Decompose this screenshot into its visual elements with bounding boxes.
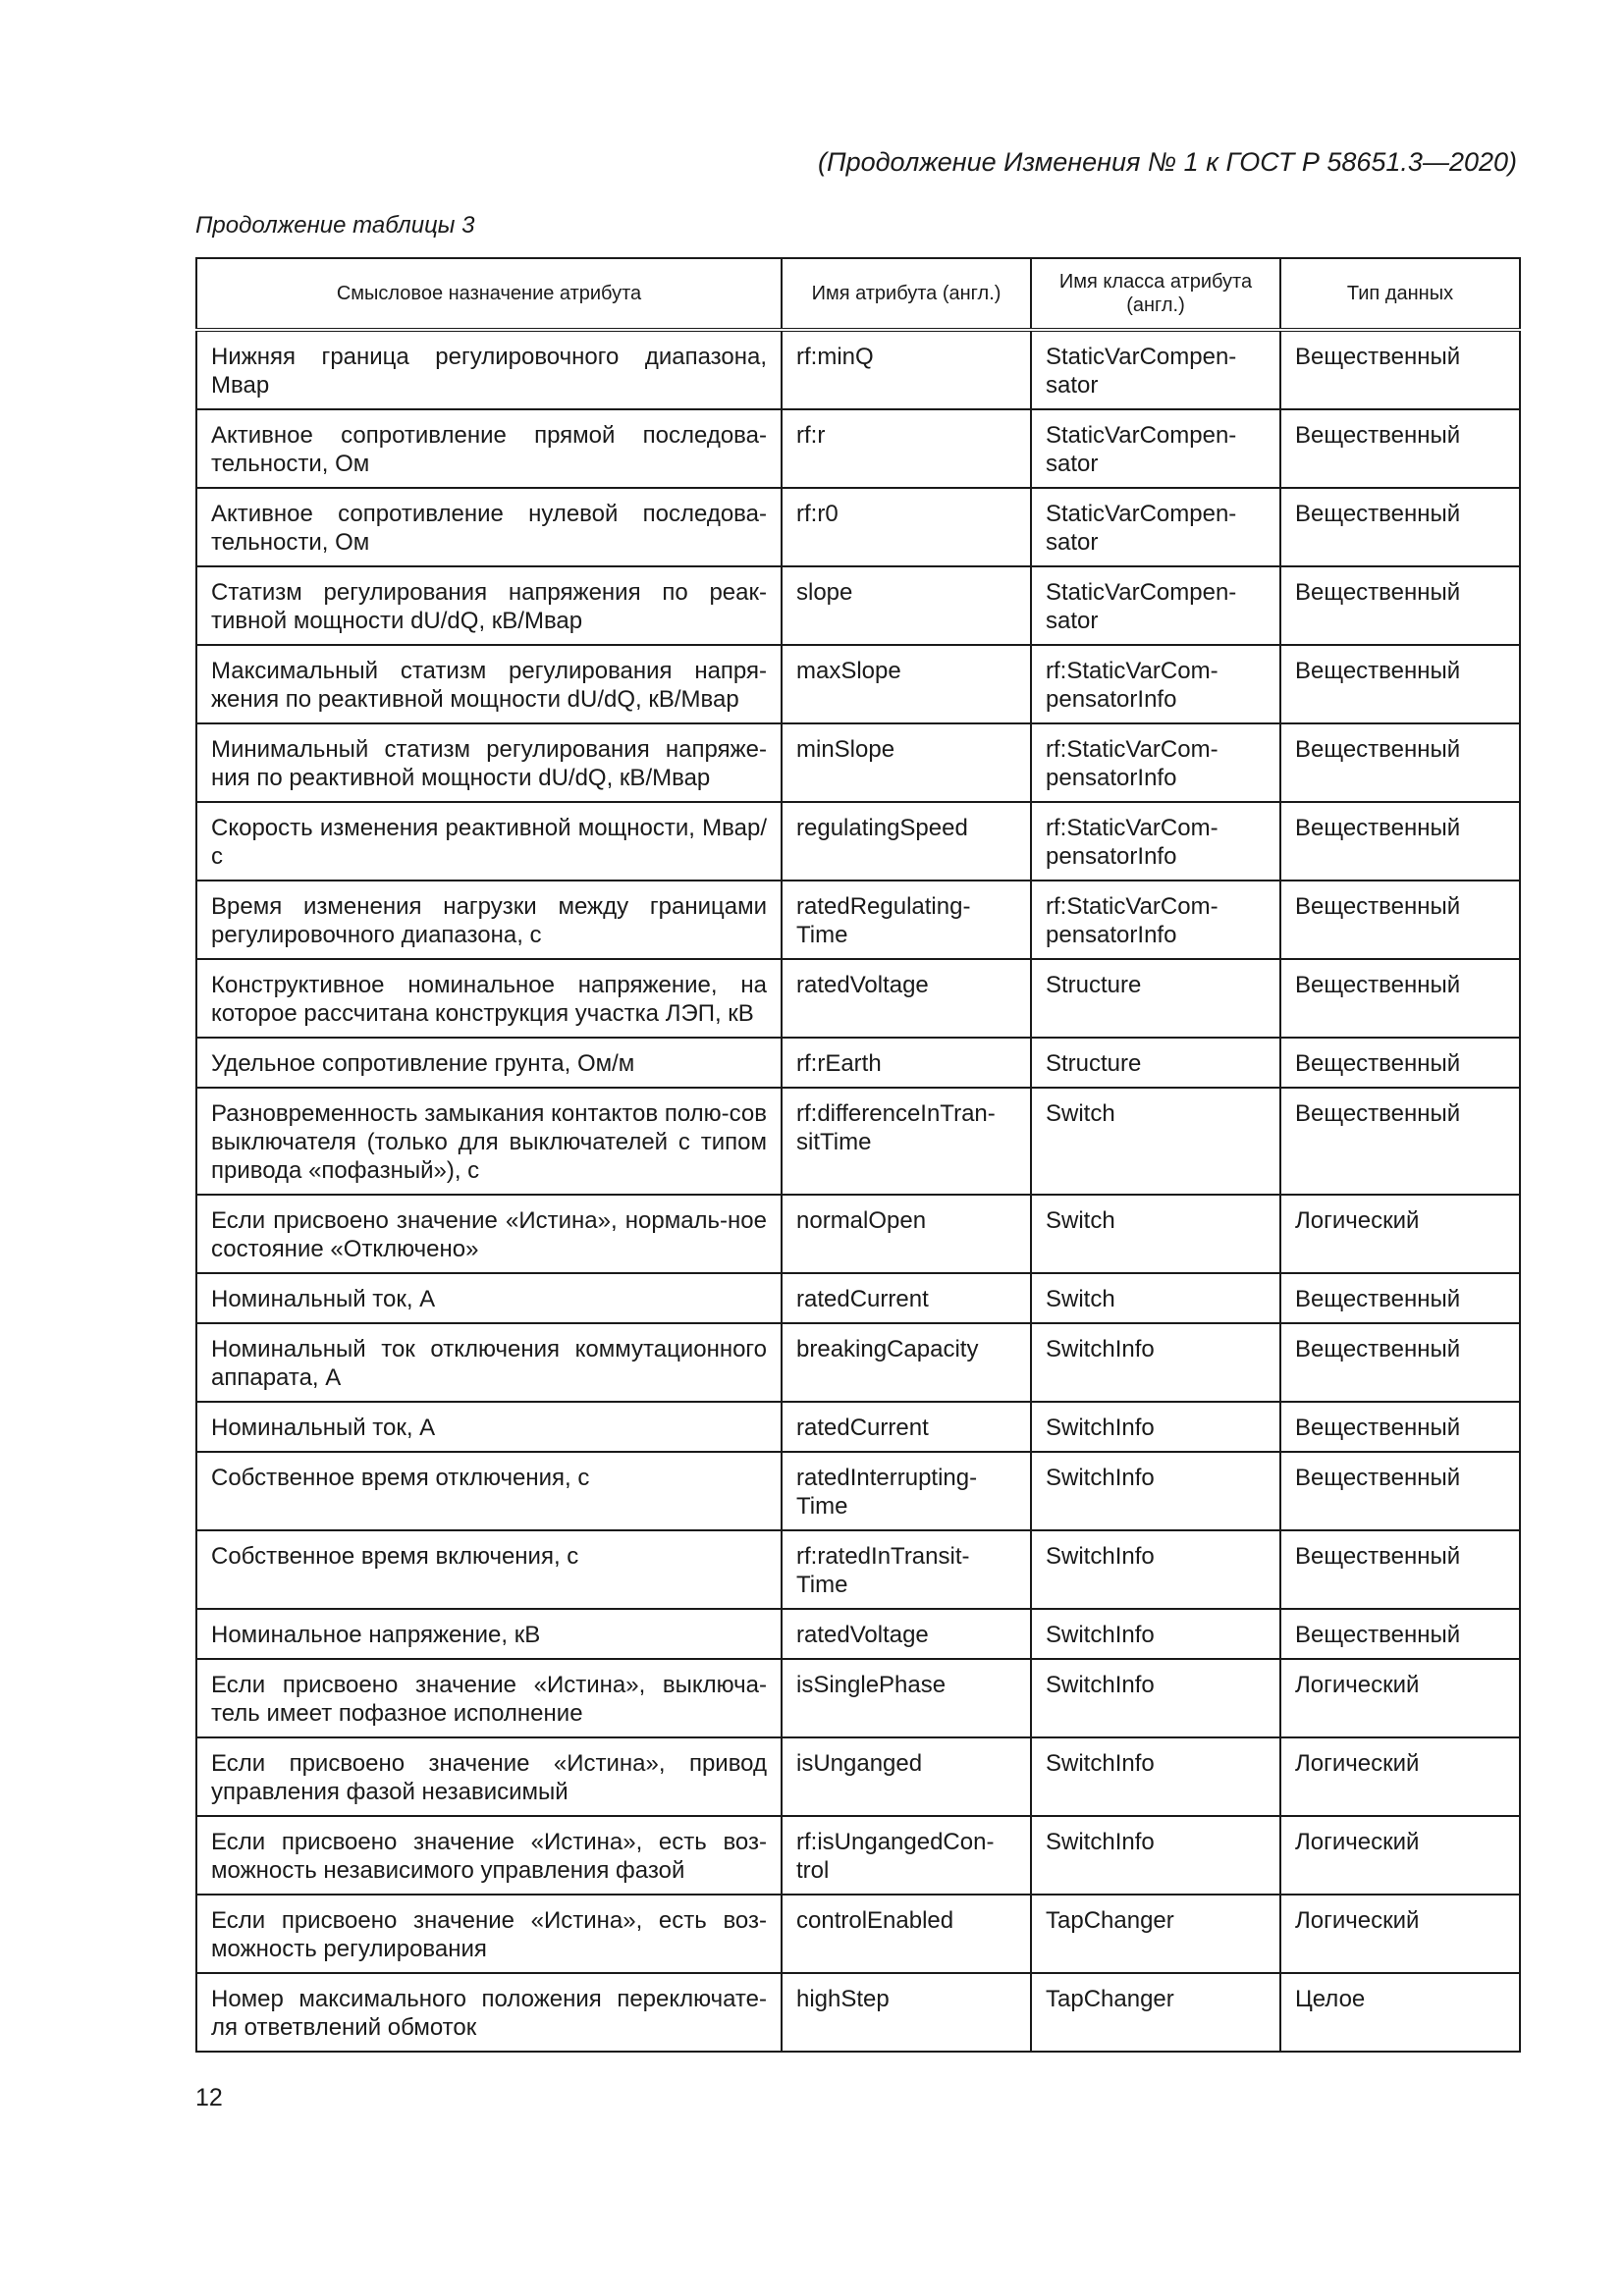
cell-data-type: Вещественный xyxy=(1280,566,1520,645)
cell-data-type: Вещественный xyxy=(1280,959,1520,1038)
cell-meaning: Собственное время включения, с xyxy=(196,1530,782,1609)
cell-meaning: Если присвоено значение «Истина», выключа-тель имеет пофазное исполнение xyxy=(196,1659,782,1737)
cell-class-name: SwitchInfo xyxy=(1031,1659,1280,1737)
cell-attribute-name: slope xyxy=(782,566,1031,645)
table-row xyxy=(196,1195,1520,1273)
table-row xyxy=(196,645,1520,723)
cell-data-type: Вещественный xyxy=(1280,723,1520,802)
column-header-meaning: Смысловое назначение атрибута xyxy=(196,258,782,330)
table-row xyxy=(196,1609,1520,1659)
cell-attribute-name: normalOpen xyxy=(782,1195,1031,1273)
cell-data-type: Вещественный xyxy=(1280,330,1520,409)
cell-data-type: Вещественный xyxy=(1280,802,1520,881)
cell-class-name: Structure xyxy=(1031,959,1280,1038)
document-reference: (Продолжение Изменения № 1 к ГОСТ Р 58651.3—2020) xyxy=(818,147,1517,177)
table-row xyxy=(196,1088,1520,1195)
cell-meaning: Если присвоено значение «Истина», есть воз-можность независимого управления фазой xyxy=(196,1816,782,1895)
cell-class-name: SwitchInfo xyxy=(1031,1609,1280,1659)
table-row xyxy=(196,1816,1520,1895)
cell-attribute-name: rf:r xyxy=(782,409,1031,488)
cell-class-name: TapChanger xyxy=(1031,1973,1280,2052)
cell-attribute-name: ratedVoltage xyxy=(782,959,1031,1038)
cell-data-type: Вещественный xyxy=(1280,488,1520,566)
table-row xyxy=(196,723,1520,802)
table-row xyxy=(196,566,1520,645)
cell-class-name: Switch xyxy=(1031,1088,1280,1195)
table-row xyxy=(196,1659,1520,1737)
cell-attribute-name: rf:differenceInTran-sitTime xyxy=(782,1088,1031,1195)
table-row xyxy=(196,488,1520,566)
table-row xyxy=(196,1895,1520,1973)
cell-attribute-name: rf:ratedInTransit-Time xyxy=(782,1530,1031,1609)
cell-meaning: Скорость изменения реактивной мощности, Мвар/с xyxy=(196,802,782,881)
cell-data-type: Вещественный xyxy=(1280,409,1520,488)
cell-data-type: Логический xyxy=(1280,1737,1520,1816)
cell-meaning: Максимальный статизм регулирования напря-жения по реактивной мощности dU/dQ, кВ/Мвар xyxy=(196,645,782,723)
cell-data-type: Вещественный xyxy=(1280,1038,1520,1088)
cell-attribute-name: ratedCurrent xyxy=(782,1402,1031,1452)
cell-attribute-name: highStep xyxy=(782,1973,1031,2052)
table-row xyxy=(196,1323,1520,1402)
cell-attribute-name: ratedCurrent xyxy=(782,1273,1031,1323)
cell-class-name: StaticVarCompen-sator xyxy=(1031,409,1280,488)
table-row xyxy=(196,409,1520,488)
cell-class-name: SwitchInfo xyxy=(1031,1737,1280,1816)
cell-data-type: Вещественный xyxy=(1280,1609,1520,1659)
table-caption: Продолжение таблицы 3 xyxy=(195,212,475,239)
cell-class-name: rf:StaticVarCom-pensatorInfo xyxy=(1031,645,1280,723)
cell-meaning: Конструктивное номинальное напряжение, на которое рассчитана конструкция участка ЛЭП, кВ xyxy=(196,959,782,1038)
table-row xyxy=(196,881,1520,959)
cell-attribute-name: ratedInterrupting-Time xyxy=(782,1452,1031,1530)
cell-meaning: Номинальный ток, А xyxy=(196,1273,782,1323)
cell-data-type: Вещественный xyxy=(1280,1323,1520,1402)
cell-meaning: Номинальный ток, А xyxy=(196,1402,782,1452)
cell-data-type: Логический xyxy=(1280,1195,1520,1273)
cell-data-type: Логический xyxy=(1280,1895,1520,1973)
cell-meaning: Нижняя граница регулировочного диапазона, Мвар xyxy=(196,330,782,409)
cell-class-name: SwitchInfo xyxy=(1031,1402,1280,1452)
cell-data-type: Вещественный xyxy=(1280,1452,1520,1530)
cell-meaning: Минимальный статизм регулирования напряже-ния по реактивной мощности dU/dQ, кВ/Мвар xyxy=(196,723,782,802)
cell-class-name: Switch xyxy=(1031,1195,1280,1273)
cell-class-name: TapChanger xyxy=(1031,1895,1280,1973)
cell-class-name: rf:StaticVarCom-pensatorInfo xyxy=(1031,802,1280,881)
table-row xyxy=(196,1273,1520,1323)
cell-meaning: Если присвоено значение «Истина», привод управления фазой независимый xyxy=(196,1737,782,1816)
cell-class-name: SwitchInfo xyxy=(1031,1323,1280,1402)
cell-data-type: Вещественный xyxy=(1280,1402,1520,1452)
table-row xyxy=(196,1973,1520,2052)
cell-meaning: Разновременность замыкания контактов полю-сов выключателя (только для выключателей с типом привода «пофазный»), с xyxy=(196,1088,782,1195)
cell-attribute-name: rf:isUngangedCon-trol xyxy=(782,1816,1031,1895)
table-row xyxy=(196,1452,1520,1530)
table-row xyxy=(196,959,1520,1038)
cell-data-type: Целое xyxy=(1280,1973,1520,2052)
cell-meaning: Время изменения нагрузки между границами регулировочного диапазона, с xyxy=(196,881,782,959)
cell-data-type: Логический xyxy=(1280,1659,1520,1737)
cell-attribute-name: minSlope xyxy=(782,723,1031,802)
column-header-class-name: Имя класса атрибута (англ.) xyxy=(1031,258,1280,330)
column-header-data-type: Тип данных xyxy=(1280,258,1520,330)
cell-meaning: Если присвоено значение «Истина», нормаль-ное состояние «Отключено» xyxy=(196,1195,782,1273)
cell-class-name: SwitchInfo xyxy=(1031,1816,1280,1895)
attributes-table xyxy=(195,257,1521,2053)
cell-attribute-name: rf:rEarth xyxy=(782,1038,1031,1088)
cell-meaning: Если присвоено значение «Истина», есть воз-можность регулирования xyxy=(196,1895,782,1973)
cell-attribute-name: controlEnabled xyxy=(782,1895,1031,1973)
cell-attribute-name: isSinglePhase xyxy=(782,1659,1031,1737)
cell-class-name: StaticVarCompen-sator xyxy=(1031,330,1280,409)
cell-attribute-name: regulatingSpeed xyxy=(782,802,1031,881)
cell-class-name: Switch xyxy=(1031,1273,1280,1323)
cell-meaning: Номинальное напряжение, кВ xyxy=(196,1609,782,1659)
table-row xyxy=(196,1402,1520,1452)
cell-data-type: Вещественный xyxy=(1280,1273,1520,1323)
table-row xyxy=(196,330,1520,409)
column-header-attribute-name: Имя атрибута (англ.) xyxy=(782,258,1031,330)
cell-data-type: Вещественный xyxy=(1280,881,1520,959)
cell-data-type: Вещественный xyxy=(1280,645,1520,723)
cell-attribute-name: breakingCapacity xyxy=(782,1323,1031,1402)
table-header-row xyxy=(196,258,1520,330)
cell-attribute-name: ratedRegulating-Time xyxy=(782,881,1031,959)
cell-meaning: Номинальный ток отключения коммутационного аппарата, А xyxy=(196,1323,782,1402)
cell-meaning: Активное сопротивление прямой последова-тельности, Ом xyxy=(196,409,782,488)
cell-class-name: SwitchInfo xyxy=(1031,1452,1280,1530)
cell-attribute-name: rf:minQ xyxy=(782,330,1031,409)
cell-data-type: Логический xyxy=(1280,1816,1520,1895)
cell-class-name: Structure xyxy=(1031,1038,1280,1088)
cell-data-type: Вещественный xyxy=(1280,1088,1520,1195)
cell-meaning: Собственное время отключения, с xyxy=(196,1452,782,1530)
cell-meaning: Активное сопротивление нулевой последова-тельности, Ом xyxy=(196,488,782,566)
cell-attribute-name: isUnganged xyxy=(782,1737,1031,1816)
table-row xyxy=(196,802,1520,881)
cell-attribute-name: rf:r0 xyxy=(782,488,1031,566)
cell-class-name: SwitchInfo xyxy=(1031,1530,1280,1609)
cell-data-type: Вещественный xyxy=(1280,1530,1520,1609)
cell-class-name: StaticVarCompen-sator xyxy=(1031,566,1280,645)
cell-class-name: rf:StaticVarCom-pensatorInfo xyxy=(1031,723,1280,802)
cell-attribute-name: ratedVoltage xyxy=(782,1609,1031,1659)
table-row xyxy=(196,1530,1520,1609)
table-row xyxy=(196,1038,1520,1088)
cell-meaning: Номер максимального положения переключате-ля ответвлений обмоток xyxy=(196,1973,782,2052)
table-row xyxy=(196,1737,1520,1816)
cell-meaning: Статизм регулирования напряжения по реак-тивной мощности dU/dQ, кВ/Мвар xyxy=(196,566,782,645)
cell-class-name: StaticVarCompen-sator xyxy=(1031,488,1280,566)
cell-class-name: rf:StaticVarCom-pensatorInfo xyxy=(1031,881,1280,959)
cell-meaning: Удельное сопротивление грунта, Ом/м xyxy=(196,1038,782,1088)
page-number: 12 xyxy=(195,2084,223,2111)
cell-attribute-name: maxSlope xyxy=(782,645,1031,723)
